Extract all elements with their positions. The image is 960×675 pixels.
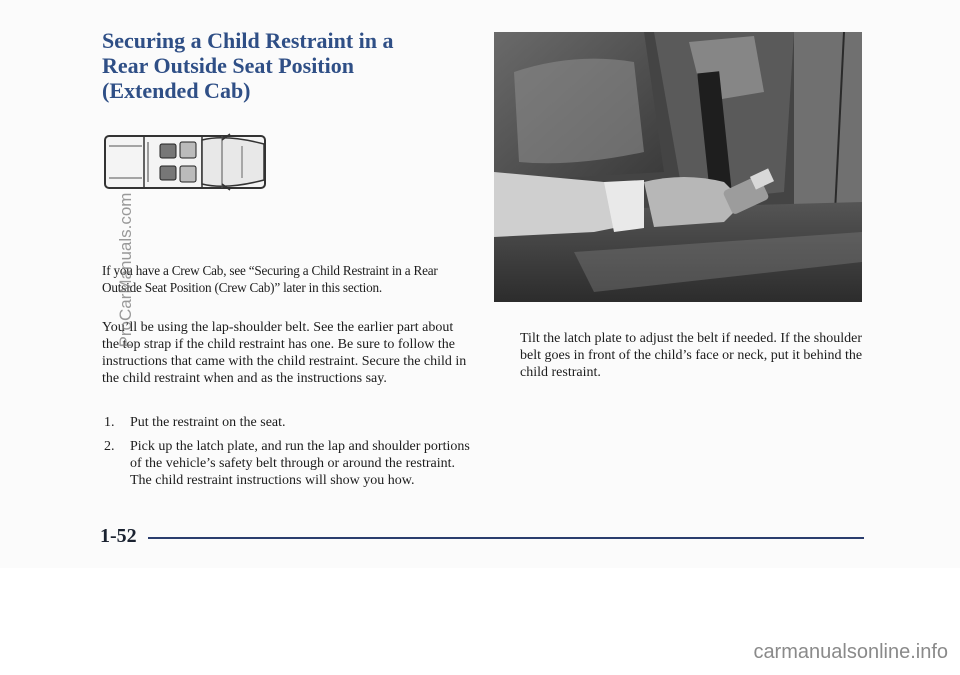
photo-caption: Tilt the latch plate to adjust the belt if needed. If the shoulder belt goes in front of the child’s face or neck, put it behind the child restraint. (520, 331, 863, 380)
list-item (102, 438, 472, 489)
instruction-steps (102, 414, 472, 496)
bottom-watermark: carmanualsonline.info (753, 641, 948, 663)
side-watermark-text: ProCarManuals.com (116, 192, 135, 348)
side-watermark (117, 140, 135, 400)
intro-paragraph: You’ll be using the lap-shoulder belt. See the earlier part about the top strap if the child restraint has one. Be sure to follow the instructions that came with the child restraint. Secure the child in the child restraint when and as the instructions say. (102, 320, 467, 386)
footer-rule (148, 537, 864, 539)
page-number: 1-52 (100, 525, 137, 547)
latch-plate-photo (494, 32, 862, 302)
section-title: Securing a Child Restraint in a Rear Outside Seat Position (Extended Cab) (102, 28, 394, 103)
step-text: Put the restraint on the seat. (130, 415, 286, 430)
step-number: 1. (104, 415, 115, 430)
list-item (102, 414, 472, 431)
crew-cab-note: If you have a Crew Cab, see “Securing a Child Restraint in a Rear Outside Seat Position (Crew Cab)” later in this section. (102, 263, 438, 295)
step-text: Pick up the latch plate, and run the lap and shoulder portions of the vehicle’s safety belt through or around the restraint. The child restraint instructions will show you how. (130, 439, 470, 488)
step-number: 2. (104, 439, 115, 454)
